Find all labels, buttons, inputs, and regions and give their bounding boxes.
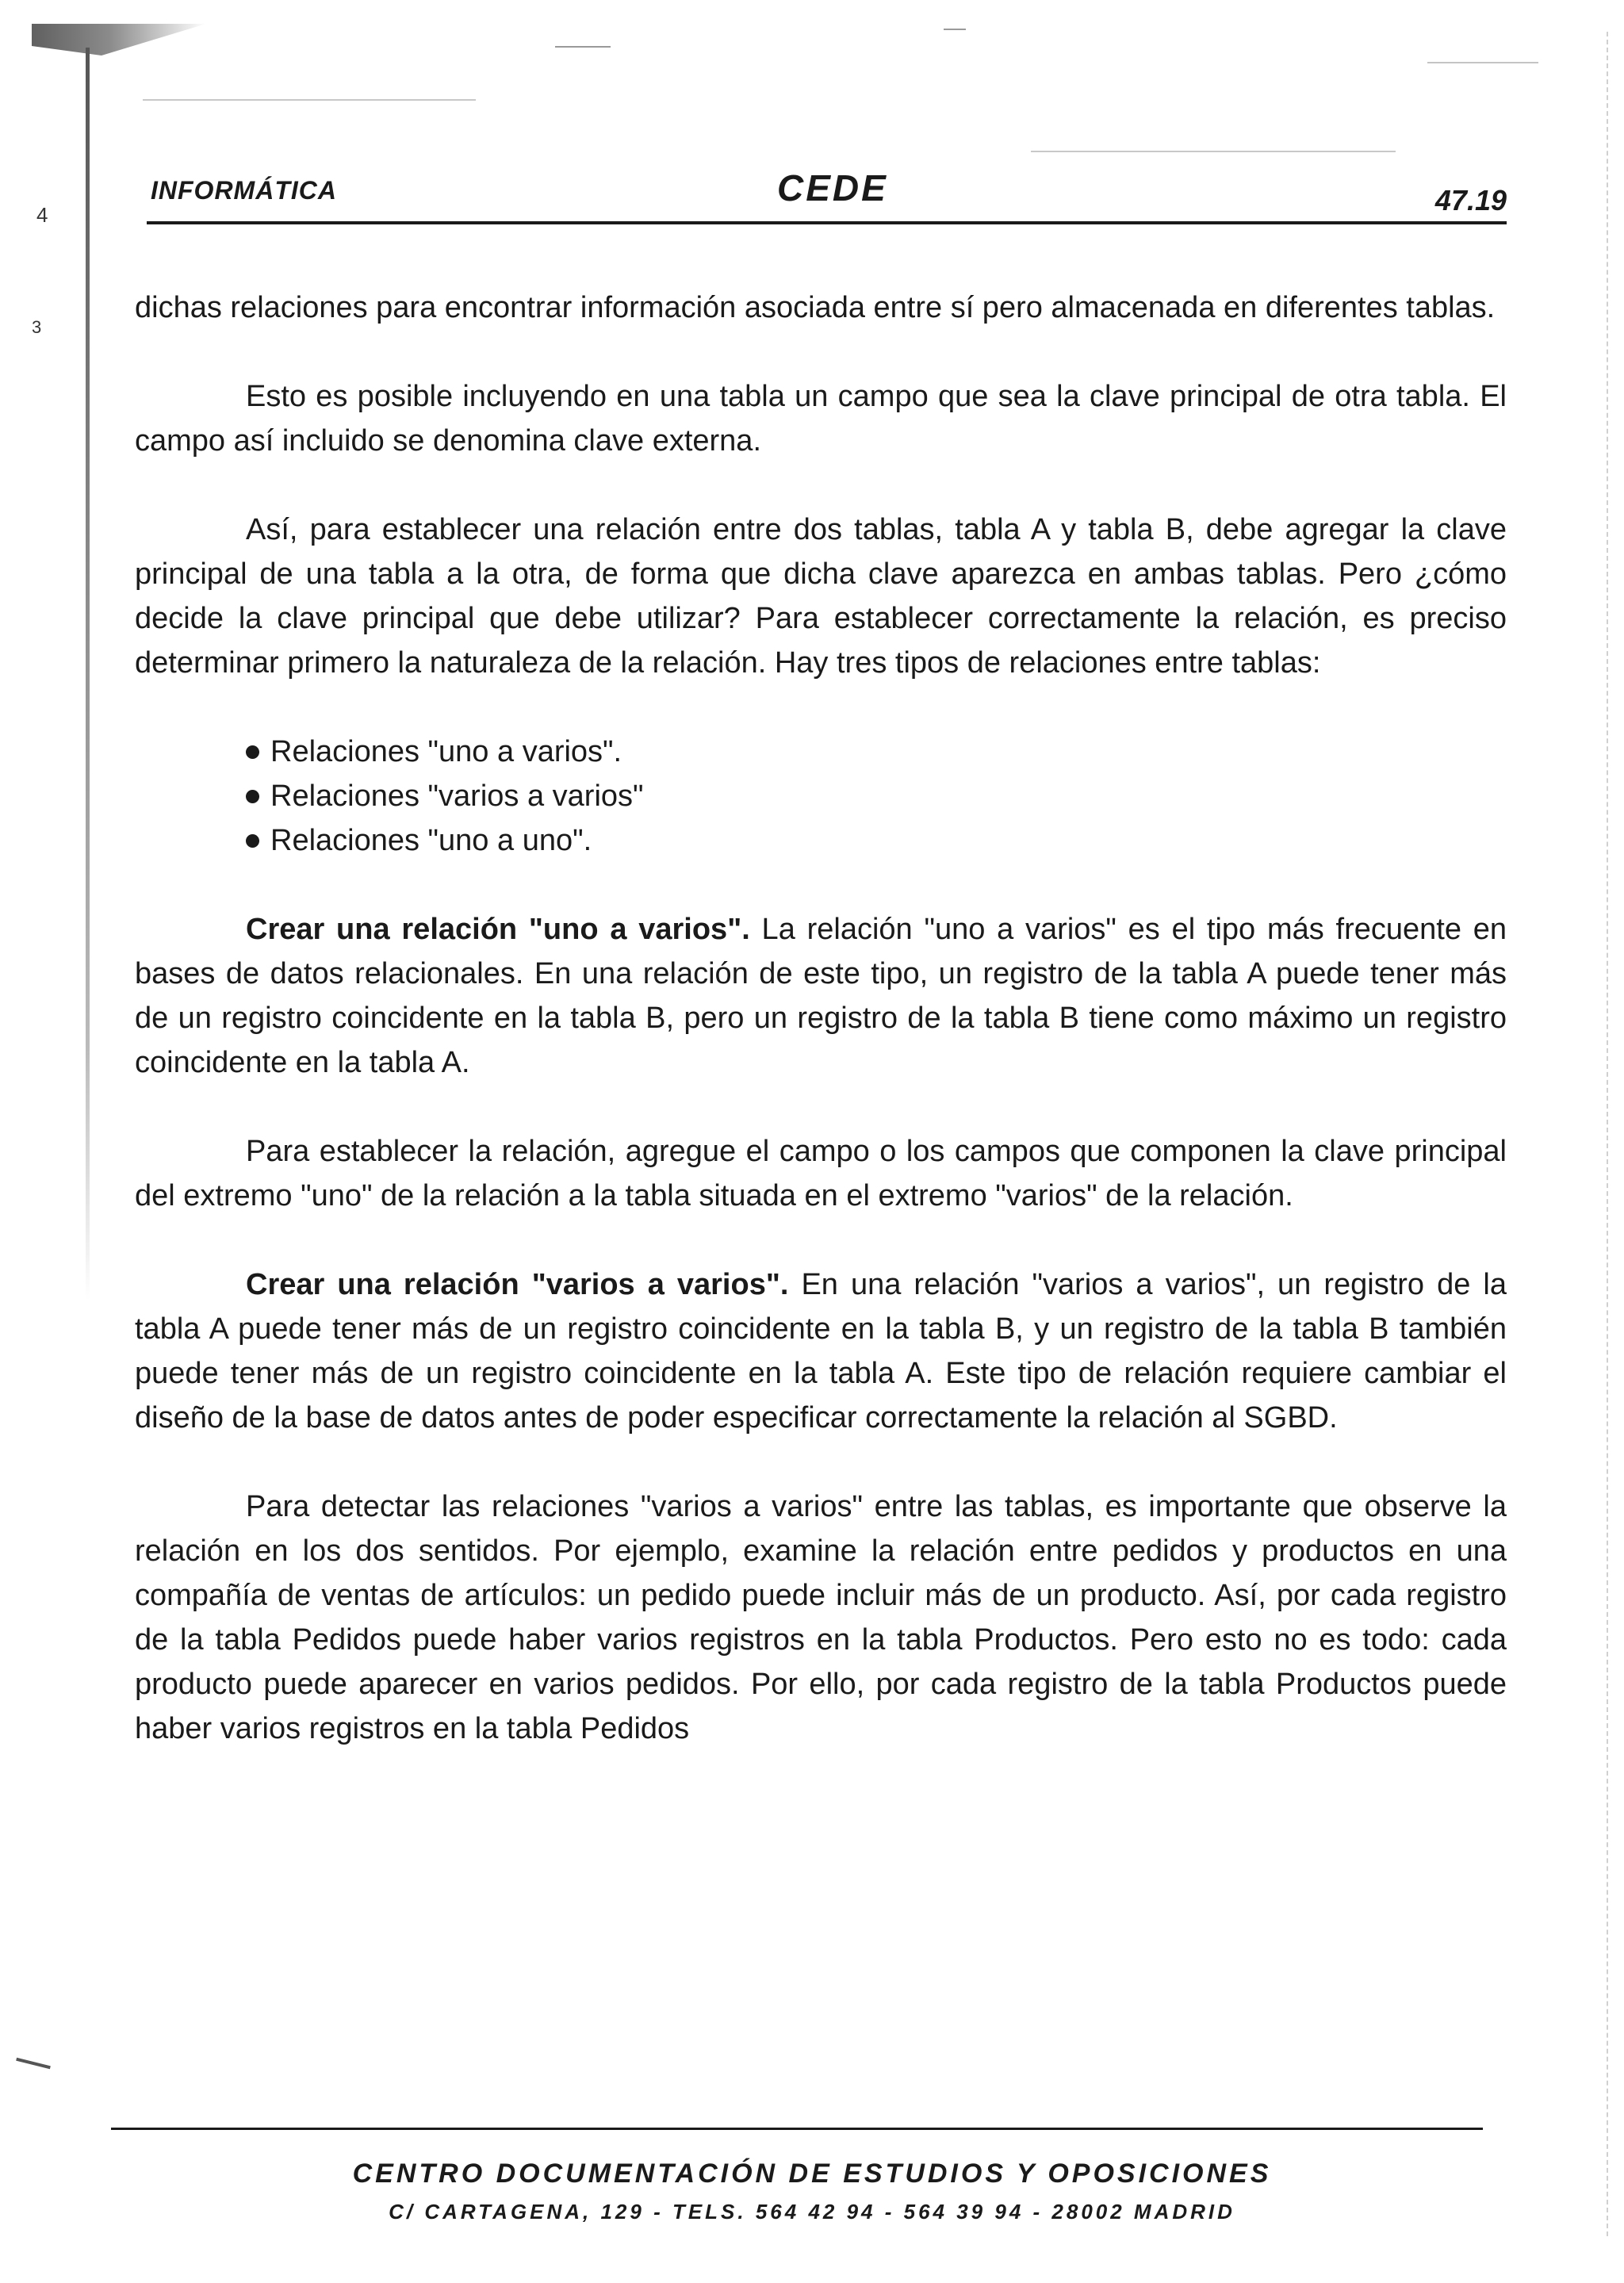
scan-dash	[16, 2058, 51, 2070]
scan-right-edge	[1605, 32, 1608, 2236]
scan-dash	[944, 29, 966, 30]
list-item-text: Relaciones "uno a uno".	[270, 824, 592, 857]
list-item-text: Relaciones "uno a varios".	[270, 735, 622, 768]
scan-dash	[1427, 62, 1538, 63]
paragraph-text: La relación "uno a varios" es el tipo más frecuente en bases de datos relacionales. En una relación de este tipo, un registro de la tabla A puede tener más de un registro coincidente en la tabla B, pero un registro de la tabla B tiene como máximo un registro coincidente en la tabla A.	[135, 913, 1507, 1079]
paragraph: Así, para establecer una relación entre dos tablas, tabla A y tabla B, debe agregar la clave principal de una tabla a la otra, de forma que dicha clave aparezca en ambas tablas. Pero ¿cómo decide la clave principal que debe utilizar? Para establecer correctamente la relación, es preciso determinar primero la naturaleza de la relación. Hay tres tipos de relaciones entre tablas:	[135, 513, 1507, 680]
paragraph-lead: Crear una relación "uno a varios".	[246, 913, 750, 946]
scan-dash	[555, 46, 611, 48]
footer-organization: CENTRO DOCUMENTACIÓN DE ESTUDIOS Y OPOSICIONES	[352, 2159, 1272, 2189]
list-item	[246, 730, 1507, 774]
list-item	[246, 818, 1507, 863]
margin-mark: 3	[32, 317, 42, 337]
scan-dash	[1031, 151, 1396, 152]
margin-mark: 4	[36, 203, 48, 227]
document-body	[135, 285, 1507, 1795]
paragraph	[135, 907, 1507, 1085]
paragraph: Para detectar las relaciones "varios a varios" entre las tablas, es importante que observe la relación en los dos sentidos. Por ejemplo, examine la relación entre pedidos y productos en una compañía de ventas de artículos: un pedido puede incluir más de un producto. Así, por cada registro de la tabla Pedidos puede haber varios registros en la tabla Productos. Pero esto no es todo: cada producto puede aparecer en varios pedidos. Por ello, por cada registro de la tabla Productos puede haber varios registros en la tabla Pedidos	[135, 1490, 1507, 1745]
footer-address: C/ CARTAGENA, 129 - TELS. 564 42 94 - 564 39 94 - 28002 MADRID	[389, 2200, 1235, 2224]
paragraph	[135, 1262, 1507, 1440]
paragraph: Para establecer la relación, agregue el campo o los campos que componen la clave principal del extremo "uno" de la relación a la tabla situada en el extremo "varios" de la relación.	[135, 1135, 1507, 1212]
list-item	[246, 774, 1507, 818]
paragraph: dichas relaciones para encontrar información asociada entre sí pero almacenada en diferentes tablas.	[135, 291, 1496, 324]
relation-types-list	[135, 730, 1507, 863]
paragraph-lead: Crear una relación "varios a varios".	[246, 1268, 789, 1301]
page-number: 47.19	[1434, 184, 1507, 216]
bullet-icon	[246, 745, 259, 759]
page-header	[119, 167, 1507, 222]
scan-corner-artifact	[32, 24, 206, 56]
bullet-icon	[246, 790, 259, 803]
scan-dash	[143, 99, 476, 101]
bullet-icon	[246, 834, 259, 848]
section-title: INFORMÁTICA	[151, 176, 337, 205]
footer-divider	[111, 2128, 1483, 2130]
list-item-text: Relaciones "varios a varios"	[270, 780, 644, 813]
scan-binding-edge	[86, 48, 90, 1300]
paragraph: Esto es posible incluyendo en una tabla un campo que sea la clave principal de otra tabla. El campo así incluido se denomina clave externa.	[135, 380, 1507, 458]
header-divider	[147, 221, 1507, 224]
paragraph-text: En una relación "varios a varios", un registro de la tabla A puede tener más de un registro coincidente en la tabla B, y un registro de la tabla B también puede tener más de un registro coincidente en la tabla A. Este tipo de relación requiere cambiar el diseño de la base de datos antes de poder especificar correctamente la relación al SGBD.	[135, 1268, 1507, 1435]
brand-logo: CEDE	[777, 167, 888, 209]
